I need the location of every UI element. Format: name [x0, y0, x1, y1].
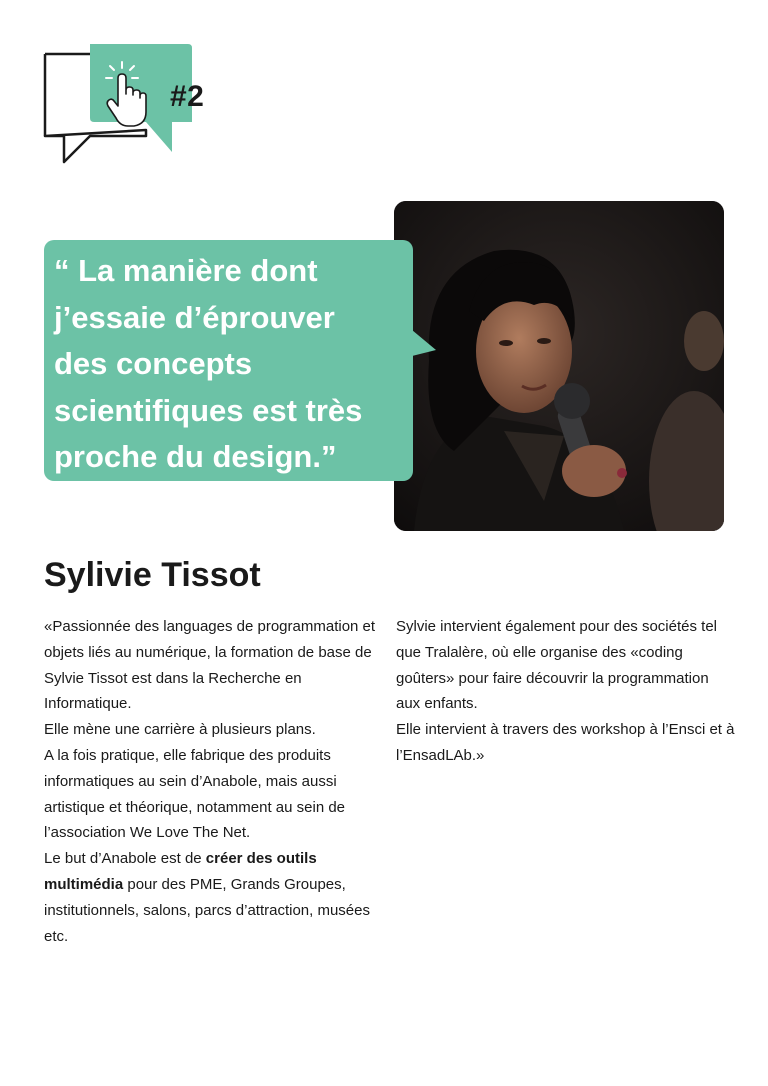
bio-paragraph: Elle mène une carrière à plusieurs plans.	[44, 721, 316, 739]
bio-paragraph	[44, 846, 384, 949]
bio-column-left	[44, 614, 384, 949]
bio-paragraph: «Passionnée des languages de programmation et objets liés au numérique, la formation de base de Sylvie Tissot est dans la Recherche en Informatique.	[44, 618, 376, 713]
quote-text: “ La manière dont j’essaie d’éprouver des concepts scientifiques est très proche du design.”	[54, 253, 363, 474]
quote-bubble-tail	[412, 330, 436, 358]
portrait-photo	[394, 201, 724, 531]
quote-bubble	[44, 240, 413, 481]
bio-text: Le but d’Anabole est de	[44, 850, 206, 868]
bio-paragraph: Elle intervient à travers des workshop à l’Ensci et à l’EnsadLAb.»	[396, 721, 735, 764]
person-name: Sylivie Tissot	[44, 556, 261, 594]
bio-emphasis: créer des outils multimédia	[44, 850, 317, 893]
bio-paragraph: Sylvie intervient également pour des sociétés tel que Tralalère, où elle organise des «coding goûters» pour faire découvrir la programmation aux enfants.	[396, 618, 718, 713]
bio-column-right	[396, 614, 736, 769]
bio-paragraph: A la fois pratique, elle fabrique des produits informatiques au sein d’Anabole, mais aussi artistique et théorique, notamment au sein de l’association We Love The Net.	[44, 746, 346, 842]
portrait-image	[394, 201, 724, 531]
issue-number: #2	[170, 80, 205, 113]
bio-text: pour des PME, Grands Groupes, institutionnels, salons, parcs d’attraction, musées etc.	[44, 875, 370, 945]
